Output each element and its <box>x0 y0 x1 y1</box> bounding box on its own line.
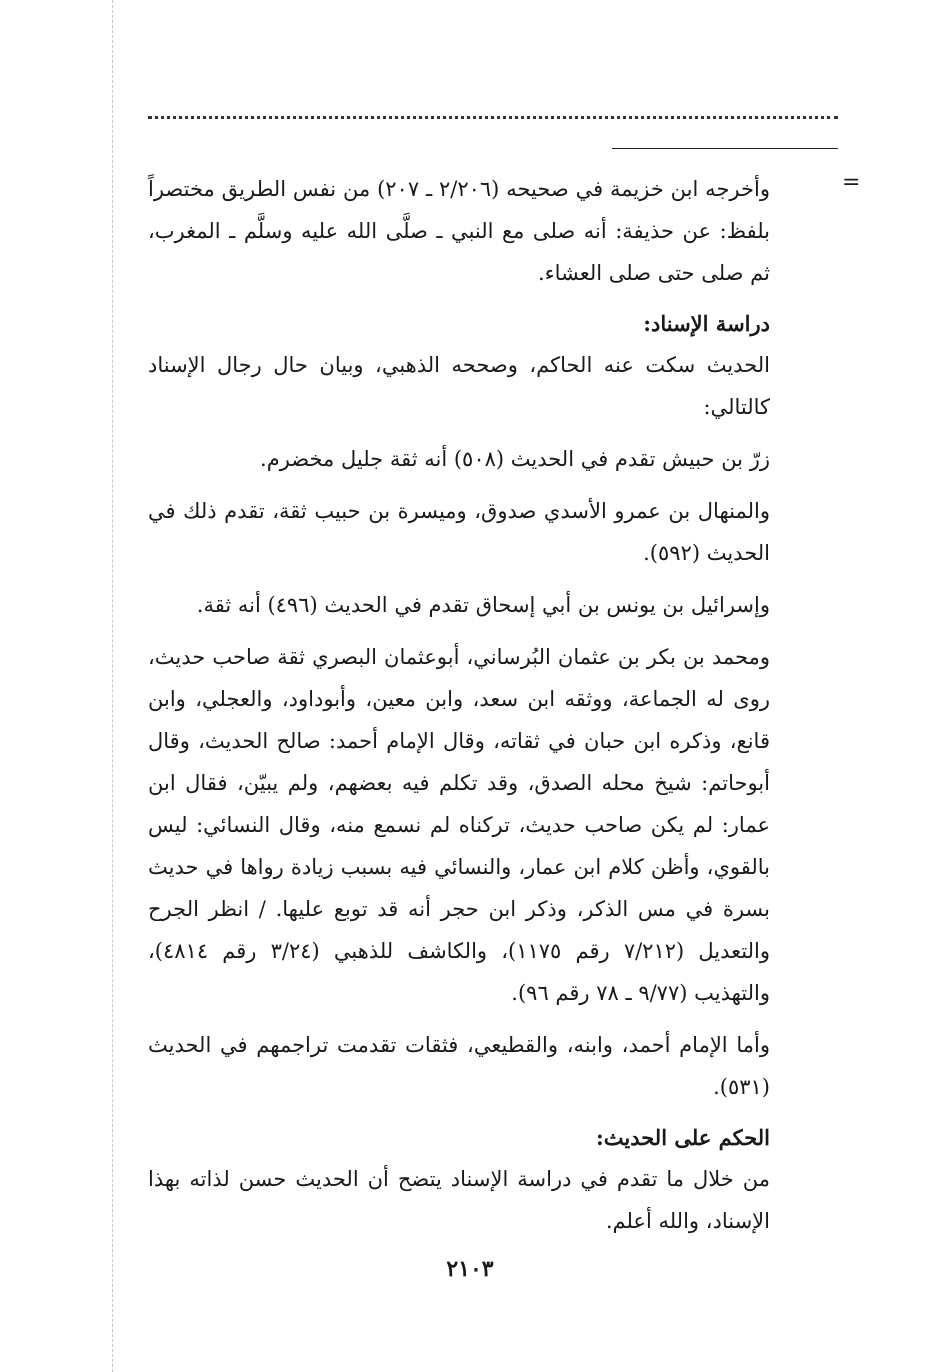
paragraph-ruling: من خلال ما تقدم في دراسة الإسناد يتضح أن الحديث حسن لذاته بهذا الإسناد، والله أعلم. <box>148 1167 770 1233</box>
paragraph-muhammad-bakr: ومحمد بن بكر بن عثمان البُرساني، أبوعثمان البصري ثقة صاحب حديث، روى له الجماعة، ووثقه ابن سعد، وابن معين، وأبوداود، والعجلي، وابن قانع، وذكره ابن حبان في ثقاته، وقال الإمام أحمد: صالح الحديث، وقال أبوحاتم: شيخ محله الصدق، وقد تكلم فيه بعضهم، ولم يبيّن، فقال ابن عمار: لم يكن صاحب حديث، تركناه لم نسمع منه، وقال النسائي: ليس بالقوي، وأظن كلام ابن عمار، والنسائي فيه بسبب زيادة رواها في حديث بسرة في مس الذكر، وذكر ابن حجر أنه قد توبع عليها. / انظر الجرح والتعديل (٧/٢١٢ رقم ١١٧٥)، والكاشف للذهبي (٣/٢٤ رقم ٤٨١٤)، والتهذيب (٩/٧٧ ـ ٧٨ رقم ٩٦). <box>148 645 771 1005</box>
page-edge-line <box>112 0 113 1372</box>
paragraph-israil: وإسرائيل بن يونس بن أبي إسحاق تقدم في الحديث (٤٩٦) أنه ثقة. <box>196 593 770 617</box>
paragraph-isnad-intro: الحديث سكت عنه الحاكم، وصححه الذهبي، وبيان حال رجال الإسناد كالتالي: <box>148 353 770 419</box>
heading-hadith-ruling: الحكم على الحديث: <box>596 1125 770 1150</box>
page-number: ٢١٠٣ <box>446 1256 494 1282</box>
paragraph-imam-ahmad: وأما الإمام أحمد، وابنه، والقطيعي، فثقات تقدمت تراجمهم في الحديث (٥٣١). <box>148 1033 770 1099</box>
heading-isnad-study: دراسة الإسناد: <box>643 311 770 336</box>
paragraph-zirr: زرّ بن حبيش تقدم في الحديث (٥٠٨) أنه ثقة جليل مخضرم. <box>260 447 770 471</box>
footnote-rule <box>612 148 838 149</box>
paragraph-minhal: والمنهال بن عمرو الأسدي صدوق، وميسرة بن حبيب ثقة، تقدم ذلك في الحديث (٥٩٢). <box>148 499 770 565</box>
dotted-separator <box>148 116 838 119</box>
page-body <box>148 168 770 1252</box>
paragraph-takhrij: وأخرجه ابن خزيمة في صحيحه (٢/٢٠٦ ـ ٢٠٧) من نفس الطريق مختصراً بلفظ: عن حذيفة: أنه صلى مع النبي ـ صلَّى الله عليه وسلَّم ـ المغرب، ثم صلى حتى صلى العشاء. <box>148 177 770 285</box>
footnote-continuation-mark: = <box>842 170 861 195</box>
